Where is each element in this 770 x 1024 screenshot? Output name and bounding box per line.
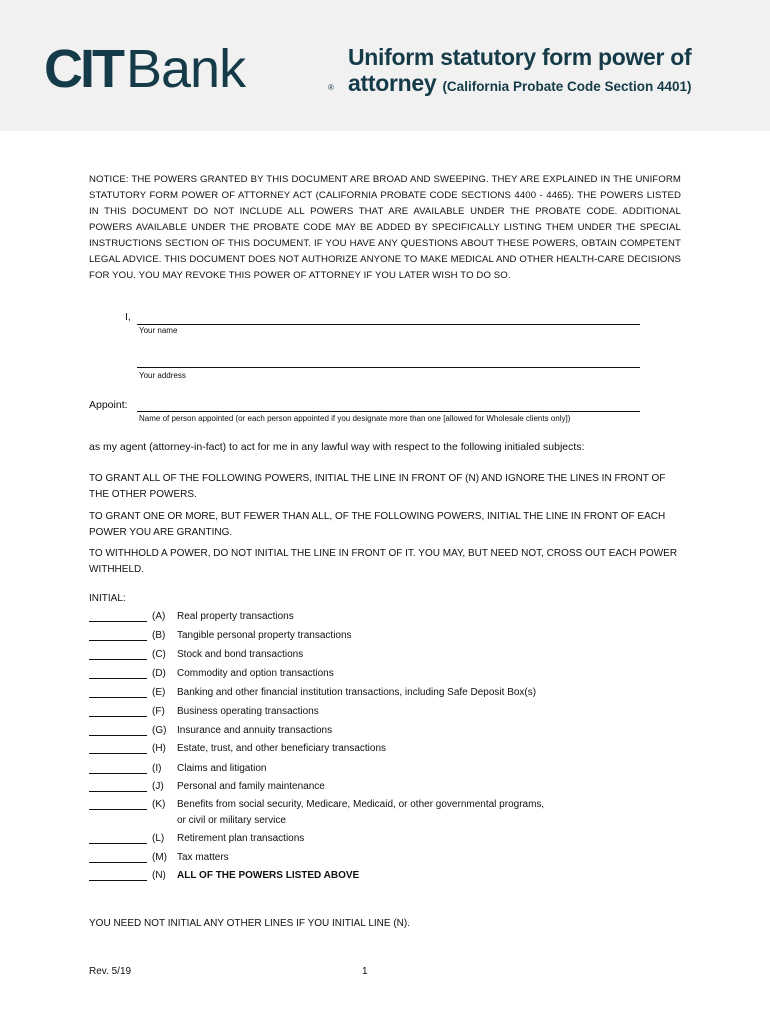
your-name-caption: Your name [139,326,178,335]
power-code: (L) [152,833,165,844]
power-text: Stock and bond transactions [177,649,304,660]
power-code: (I) [152,763,162,774]
logo-word: Bank [126,39,246,99]
initial-line-n[interactable] [89,880,147,881]
page-header [0,0,770,131]
power-code: (J) [152,781,164,792]
power-text: Tangible personal property transactions [177,630,352,641]
power-text: Claims and litigation [177,763,267,774]
power-text: Estate, trust, and other beneficiary transactions [177,743,386,754]
initial-line-l[interactable] [89,843,147,844]
power-text: Banking and other financial institution transactions, including Safe Deposit Box(s) [177,687,537,698]
initial-line-e[interactable] [89,697,147,698]
power-text: Tax matters [177,852,229,863]
power-code: (M) [152,852,167,863]
initial-line-i[interactable] [89,773,147,774]
initial-line-h[interactable] [89,753,147,754]
power-text: Benefits from social security, Medicare, Medicaid, or other governmental programs, or civil or military service [177,799,545,826]
power-text: Retirement plan transactions [177,833,305,844]
power-text: Insurance and annuity transactions [177,725,333,736]
closing-statement: YOU NEED NOT INITIAL ANY OTHER LINES IF YOU INITIAL LINE (N). [89,918,410,929]
agent-statement: as my agent (attorney-in-fact) to act for me in any lawful way with respect to the following initialed subjects: [89,441,585,453]
power-text: Commodity and option transactions [177,668,334,679]
power-code: (K) [152,799,166,810]
your-address-caption: Your address [139,371,186,380]
appoint-label: Appoint: [89,399,128,411]
power-text: Business operating transactions [177,706,319,717]
initial-line-j[interactable] [89,791,147,792]
appointee-name-field[interactable] [137,411,640,412]
power-code: (G) [152,725,167,736]
initial-line-d[interactable] [89,678,147,679]
your-address-field[interactable] [137,367,640,368]
initial-line-a[interactable] [89,621,147,622]
notice-paragraph: NOTICE: THE POWERS GRANTED BY THIS DOCUMENT ARE BROAD AND SWEEPING. THEY ARE EXPLAINED IN THE UNIFORM STATUTORY FORM POWER OF ATTORNEY ACT (CALIFORNIA PROBATE CODE SECTIONS 4400 - 4465). THE POWERS LISTED IN THIS DOCUMENT DO NOT INCLUDE ALL POWERS THAT ARE AVAILABLE UNDER THE PROBATE CODE. ADDITIONAL POWERS AVAILABLE UNDER THE PROBATE CODE MAY BE ADDED BY SPECIFICALLY LISTING THEM UNDER THE SPECIAL INSTRUCTIONS SECTION OF THIS DOCUMENT. IF YOU HAVE ANY QUESTIONS ABOUT THESE POWERS, OBTAIN COMPETENT LEGAL ADVICE. THIS DOCUMENT DOES NOT AUTHORIZE ANYONE TO MAKE MEDICAL AND OTHER HEALTH-CARE DECISIONS FOR YOU. YOU MAY REVOKE THIS POWER OF ATTORNEY IF YOU LATER WISH TO DO SO. [89,174,681,281]
logo-mark: CIT [44,39,122,99]
cit-bank-logo [44,39,334,99]
power-code: (A) [152,611,166,622]
power-text: Personal and family maintenance [177,781,325,792]
document-title [348,44,748,100]
instruction-grant-all: TO GRANT ALL OF THE FOLLOWING POWERS, INITIAL THE LINE IN FRONT OF (N) AND IGNORE THE LINES IN FRONT OF THE OTHER POWERS. [89,473,666,500]
power-text: Real property transactions [177,611,294,622]
power-code: (C) [152,649,166,660]
page-number: 1 [362,966,368,977]
power-text: ALL OF THE POWERS LISTED ABOVE [177,870,360,881]
power-code: (E) [152,687,166,698]
registered-mark: ® [328,83,334,92]
initial-line-b[interactable] [89,640,147,641]
i-label: I, [125,311,131,323]
title-main: Uniform statutory form power of attorney [348,44,692,96]
initial-label: INITIAL: [89,593,126,604]
power-code: (B) [152,630,166,641]
initial-line-k[interactable] [89,809,147,810]
instruction-grant-some: TO GRANT ONE OR MORE, BUT FEWER THAN ALL, OF THE FOLLOWING POWERS, INITIAL THE LINE IN FRONT OF EACH POWER YOU ARE GRANTING. [89,511,666,538]
appointee-caption: Name of person appointed (or each person appointed if you designate more than one [allowed for Wholesale clients only]) [139,414,571,423]
power-code: (N) [152,870,166,881]
initial-line-m[interactable] [89,862,147,863]
initial-line-g[interactable] [89,735,147,736]
title-subtitle: (California Probate Code Section 4401) [442,79,692,94]
revision-label: Rev. 5/19 [89,966,132,977]
your-name-field[interactable] [137,324,640,325]
initial-line-f[interactable] [89,716,147,717]
initial-line-c[interactable] [89,659,147,660]
power-code: (D) [152,668,166,679]
power-code: (F) [152,706,165,717]
instruction-withhold: TO WITHHOLD A POWER, DO NOT INITIAL THE LINE IN FRONT OF IT. YOU MAY, BUT NEED NOT, CROSS OUT EACH POWER WITHHELD. [89,548,678,575]
power-code: (H) [152,743,166,754]
